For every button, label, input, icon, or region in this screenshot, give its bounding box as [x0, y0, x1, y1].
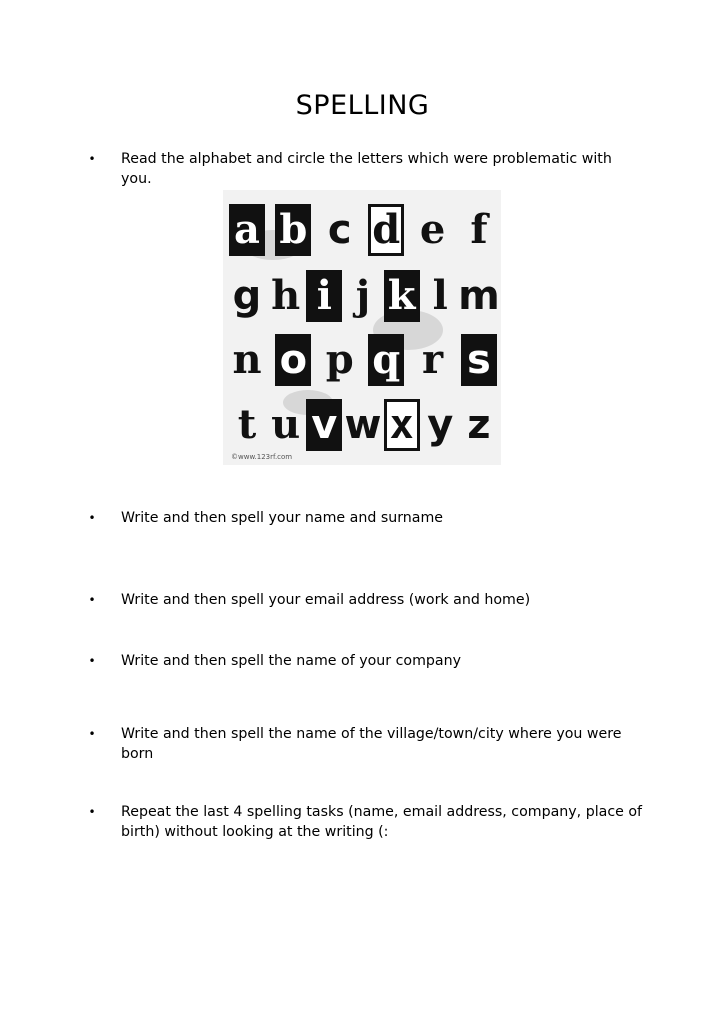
- task-1-text: Read the alphabet and circle the letters which were problematic with you.: [121, 151, 612, 187]
- letter-tile: v: [306, 399, 342, 451]
- letter-tile: r: [422, 336, 444, 383]
- task-5-text: Write and then spell the name of the village/town/city where you were born: [121, 726, 622, 762]
- letter-tile: a: [229, 204, 265, 256]
- letter-tile: m: [458, 273, 500, 319]
- task-4: [85, 651, 645, 671]
- task-3-text: Write and then spell your email address (work and home): [121, 592, 531, 608]
- page-title: SPELLING: [295, 90, 430, 121]
- alphabet-image: [223, 190, 501, 465]
- task-2: [85, 508, 645, 528]
- alphabet-row-2: [229, 266, 500, 326]
- task-5: [85, 724, 645, 764]
- letter-tile: l: [432, 272, 448, 319]
- alphabet-row-4: [229, 395, 497, 455]
- letter-tile: s: [461, 334, 497, 386]
- letter-tile: o: [275, 334, 311, 386]
- letter-tile: z: [467, 402, 491, 448]
- letter-tile: f: [470, 206, 488, 253]
- alphabet-row-1: [229, 200, 497, 260]
- letter-tile: t: [237, 401, 257, 448]
- letter-tile: p: [325, 336, 354, 383]
- letter-tile: c: [327, 207, 352, 253]
- letter-tile: w: [344, 402, 382, 448]
- bullet: •: [88, 593, 96, 607]
- letter-tile: u: [271, 401, 301, 448]
- letter-tile: g: [232, 273, 262, 319]
- letter-tile: h: [271, 272, 301, 319]
- task-6: [85, 802, 645, 842]
- bullet: •: [88, 511, 96, 525]
- task-1: [85, 149, 645, 189]
- letter-tile: i: [306, 270, 342, 322]
- bullet: •: [88, 727, 96, 741]
- letter-tile: y: [427, 402, 454, 448]
- letter-tile: q: [368, 334, 404, 386]
- alphabet-row-3: [229, 330, 497, 390]
- bullet: •: [88, 805, 96, 819]
- watermark: ©www.123rf.com: [231, 453, 293, 461]
- letter-tile: k: [384, 270, 420, 322]
- letter-tile: n: [232, 336, 262, 383]
- task-4-text: Write and then spell the name of your company: [121, 653, 461, 669]
- bullet: •: [88, 654, 96, 668]
- task-6-text: Repeat the last 4 spelling tasks (name, email address, company, place of birth) without looking at the writing (:: [121, 804, 643, 840]
- bullet: •: [88, 152, 96, 166]
- task-3: [85, 590, 645, 610]
- letter-tile: b: [275, 204, 311, 256]
- letter-tile: j: [355, 272, 371, 319]
- task-2-text: Write and then spell your name and surname: [121, 510, 444, 526]
- letter-tile: e: [419, 206, 446, 253]
- letter-tile: d: [368, 204, 404, 256]
- letter-tile: x: [384, 399, 420, 451]
